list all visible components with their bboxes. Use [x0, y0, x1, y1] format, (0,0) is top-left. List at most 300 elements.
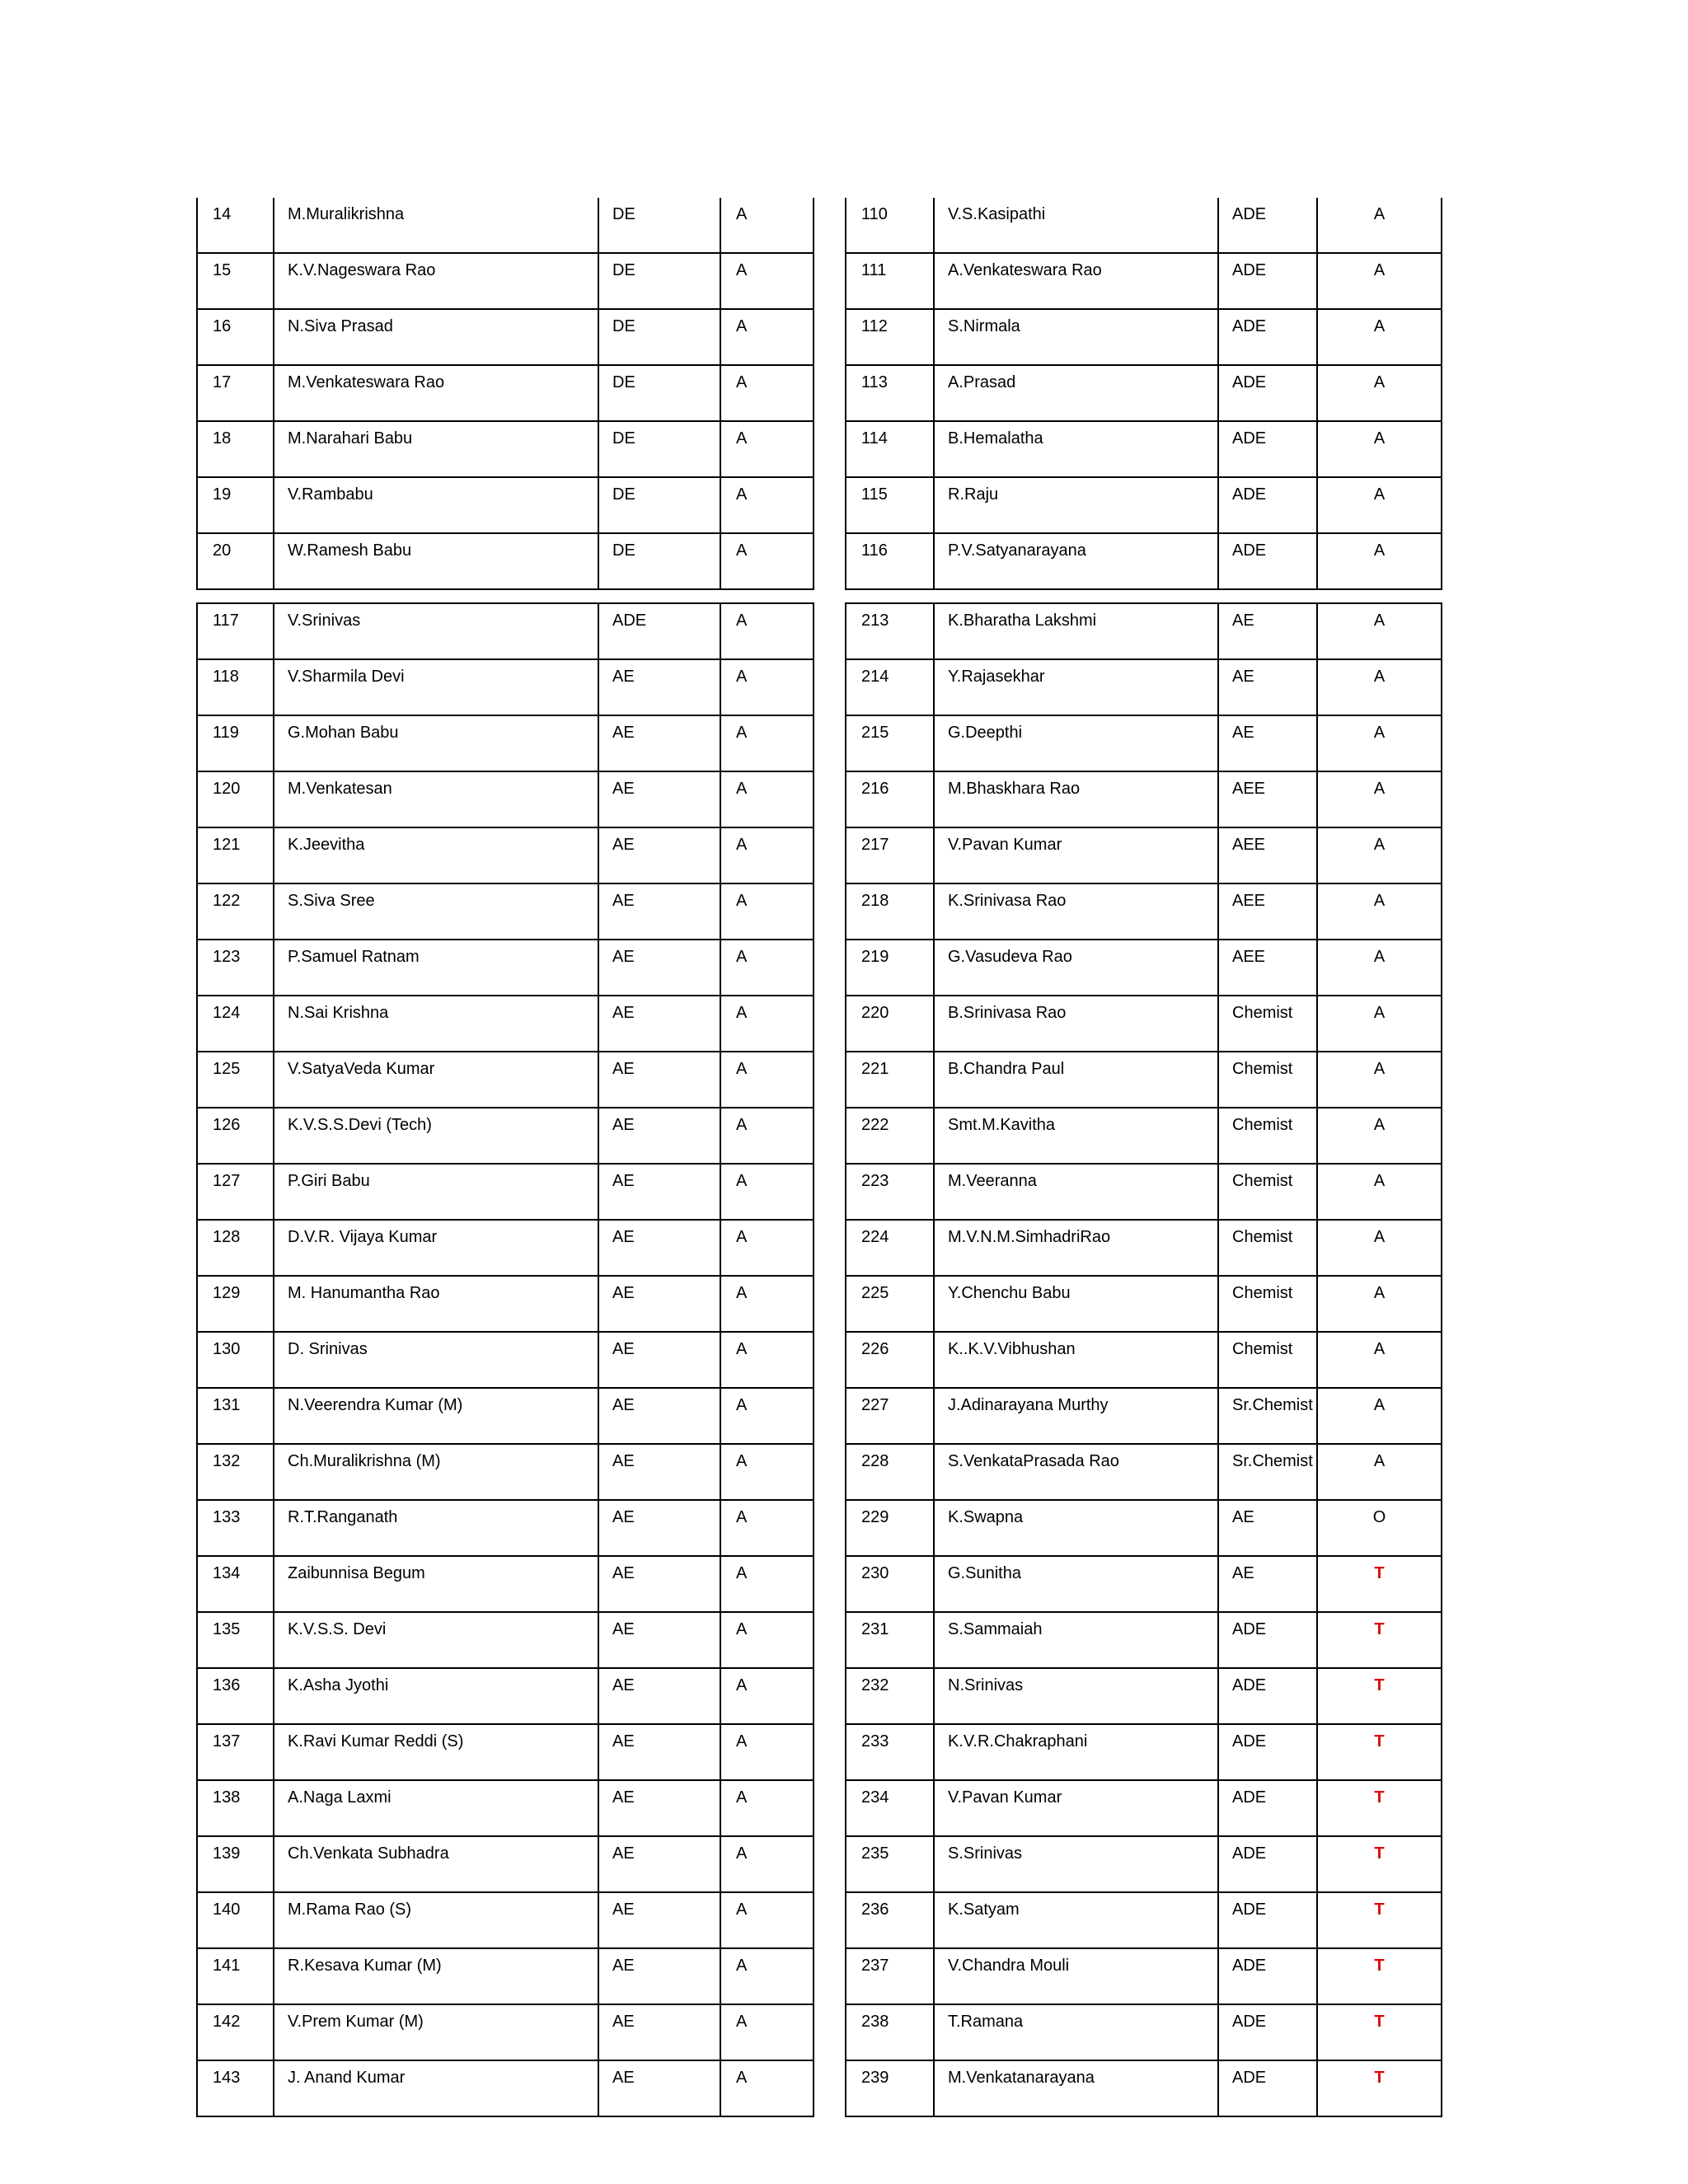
name-cell: K.V.R.Chakraphani — [934, 1724, 1218, 1780]
name-cell: N.Srinivas — [934, 1668, 1218, 1724]
status-cell: A — [1317, 883, 1442, 940]
status-cell: A — [1317, 1276, 1442, 1332]
name-cell: N.Veerendra Kumar (M) — [274, 1388, 598, 1444]
designation-cell: AE — [598, 1724, 720, 1780]
designation-cell: AE — [598, 1332, 720, 1388]
status-cell: T — [1317, 1668, 1442, 1724]
status-cell: A — [1317, 421, 1442, 477]
table-block2-left — [196, 602, 814, 2117]
serial-number-cell: 224 — [846, 1220, 934, 1276]
designation-cell: AE — [1218, 659, 1317, 715]
name-cell: M. Hanumantha Rao — [274, 1276, 598, 1332]
status-cell: A — [720, 1164, 814, 1220]
table-block2-right — [845, 602, 1442, 2117]
table-row — [846, 1052, 1442, 1108]
serial-number-cell: 229 — [846, 1500, 934, 1556]
serial-number-cell: 239 — [846, 2060, 934, 2116]
serial-number-cell: 139 — [197, 1836, 274, 1892]
designation-cell: DE — [598, 477, 720, 533]
serial-number-cell: 218 — [846, 883, 934, 940]
designation-cell: ADE — [1218, 2004, 1317, 2060]
table-row — [197, 603, 814, 659]
table-row — [197, 253, 814, 309]
name-cell: R.T.Ranganath — [274, 1500, 598, 1556]
status-cell: A — [720, 715, 814, 771]
designation-cell: AE — [1218, 1556, 1317, 1612]
designation-cell: AEE — [1218, 827, 1317, 883]
status-cell: A — [1317, 253, 1442, 309]
status-cell: A — [720, 1388, 814, 1444]
designation-cell: Chemist — [1218, 1108, 1317, 1164]
serial-number-cell: 123 — [197, 940, 274, 996]
name-cell: V.Srinivas — [274, 603, 598, 659]
table-row — [197, 996, 814, 1052]
status-cell: A — [720, 1780, 814, 1836]
designation-cell: AE — [598, 1164, 720, 1220]
status-cell: A — [1317, 477, 1442, 533]
table-row — [846, 198, 1442, 253]
designation-cell: Sr.Chemist — [1218, 1388, 1317, 1444]
status-cell: A — [720, 940, 814, 996]
serial-number-cell: 230 — [846, 1556, 934, 1612]
name-cell: S.VenkataPrasada Rao — [934, 1444, 1218, 1500]
serial-number-cell: 238 — [846, 2004, 934, 2060]
status-cell: A — [1317, 996, 1442, 1052]
status-cell: T — [1317, 2004, 1442, 2060]
designation-cell: ADE — [1218, 1724, 1317, 1780]
table-row — [197, 2004, 814, 2060]
serial-number-cell: 137 — [197, 1724, 274, 1780]
table-row — [197, 1724, 814, 1780]
status-cell: T — [1317, 1780, 1442, 1836]
designation-cell: ADE — [1218, 1780, 1317, 1836]
status-cell: A — [1317, 1052, 1442, 1108]
designation-cell: ADE — [1218, 1836, 1317, 1892]
name-cell: V.Pavan Kumar — [934, 827, 1218, 883]
table-row — [197, 827, 814, 883]
table-row — [846, 1276, 1442, 1332]
designation-cell: AE — [598, 715, 720, 771]
designation-cell: AE — [598, 940, 720, 996]
designation-cell: AE — [598, 1388, 720, 1444]
designation-cell: Chemist — [1218, 1220, 1317, 1276]
serial-number-cell: 114 — [846, 421, 934, 477]
designation-cell: AE — [598, 1500, 720, 1556]
serial-number-cell: 117 — [197, 603, 274, 659]
serial-number-cell: 110 — [846, 198, 934, 253]
name-cell: A.Venkateswara Rao — [934, 253, 1218, 309]
table-row — [197, 1052, 814, 1108]
status-cell: T — [1317, 2060, 1442, 2116]
designation-cell: ADE — [1218, 2060, 1317, 2116]
table-row — [197, 883, 814, 940]
status-cell: O — [1317, 1500, 1442, 1556]
table-row — [846, 771, 1442, 827]
table-row — [846, 1444, 1442, 1500]
serial-number-cell: 18 — [197, 421, 274, 477]
table-row — [846, 996, 1442, 1052]
designation-cell: DE — [598, 365, 720, 421]
serial-number-cell: 121 — [197, 827, 274, 883]
name-cell: D.V.R. Vijaya Kumar — [274, 1220, 598, 1276]
name-cell: G.Vasudeva Rao — [934, 940, 1218, 996]
status-cell: A — [720, 1892, 814, 1948]
serial-number-cell: 219 — [846, 940, 934, 996]
name-cell: K..K.V.Vibhushan — [934, 1332, 1218, 1388]
designation-cell: AEE — [1218, 940, 1317, 996]
serial-number-cell: 228 — [846, 1444, 934, 1500]
name-cell: M.Venkatanarayana — [934, 2060, 1218, 2116]
designation-cell: AE — [598, 1948, 720, 2004]
status-cell: A — [1317, 1388, 1442, 1444]
serial-number-cell: 141 — [197, 1948, 274, 2004]
serial-number-cell: 217 — [846, 827, 934, 883]
status-cell: A — [720, 309, 814, 365]
serial-number-cell: 225 — [846, 1276, 934, 1332]
status-cell: A — [1317, 1164, 1442, 1220]
table-row — [846, 1948, 1442, 2004]
serial-number-cell: 126 — [197, 1108, 274, 1164]
designation-cell: AE — [598, 659, 720, 715]
name-cell: M.Venkateswara Rao — [274, 365, 598, 421]
serial-number-cell: 124 — [197, 996, 274, 1052]
status-cell: A — [1317, 533, 1442, 589]
serial-number-cell: 221 — [846, 1052, 934, 1108]
table-row — [846, 827, 1442, 883]
name-cell: M.Rama Rao (S) — [274, 1892, 598, 1948]
designation-cell: AE — [598, 771, 720, 827]
serial-number-cell: 127 — [197, 1164, 274, 1220]
name-cell: S.Nirmala — [934, 309, 1218, 365]
table-row — [197, 715, 814, 771]
designation-cell: AE — [598, 996, 720, 1052]
designation-cell: AE — [1218, 1500, 1317, 1556]
serial-number-cell: 119 — [197, 715, 274, 771]
designation-cell: AE — [598, 1108, 720, 1164]
status-cell: A — [720, 1836, 814, 1892]
table-row — [197, 659, 814, 715]
designation-cell: AE — [598, 2004, 720, 2060]
status-cell: A — [720, 1332, 814, 1388]
status-cell: A — [1317, 1444, 1442, 1500]
designation-cell: AE — [598, 827, 720, 883]
serial-number-cell: 116 — [846, 533, 934, 589]
serial-number-cell: 234 — [846, 1780, 934, 1836]
serial-number-cell: 14 — [197, 198, 274, 253]
serial-number-cell: 142 — [197, 2004, 274, 2060]
table-row — [846, 309, 1442, 365]
table-row — [846, 253, 1442, 309]
name-cell: M.Muralikrishna — [274, 198, 598, 253]
table-row — [846, 533, 1442, 589]
name-cell: P.Samuel Ratnam — [274, 940, 598, 996]
table-row — [846, 1724, 1442, 1780]
status-cell: A — [720, 771, 814, 827]
name-cell: K.V.Nageswara Rao — [274, 253, 598, 309]
table-row — [846, 1164, 1442, 1220]
table-row — [197, 477, 814, 533]
name-cell: V.Rambabu — [274, 477, 598, 533]
status-cell: T — [1317, 1724, 1442, 1780]
table-row — [197, 1556, 814, 1612]
designation-cell: Sr.Chemist — [1218, 1444, 1317, 1500]
name-cell: N.Siva Prasad — [274, 309, 598, 365]
status-cell: A — [1317, 365, 1442, 421]
status-cell: A — [720, 1500, 814, 1556]
designation-cell: AEE — [1218, 771, 1317, 827]
serial-number-cell: 215 — [846, 715, 934, 771]
designation-cell: ADE — [1218, 253, 1317, 309]
designation-cell: AE — [1218, 715, 1317, 771]
name-cell: K.Swapna — [934, 1500, 1218, 1556]
status-cell: A — [720, 1052, 814, 1108]
status-cell: A — [720, 1276, 814, 1332]
designation-cell: Chemist — [1218, 996, 1317, 1052]
table-row — [197, 1500, 814, 1556]
table-row — [197, 1388, 814, 1444]
status-cell: A — [720, 1220, 814, 1276]
serial-number-cell: 120 — [197, 771, 274, 827]
designation-cell: ADE — [1218, 477, 1317, 533]
serial-number-cell: 236 — [846, 1892, 934, 1948]
status-cell: A — [720, 198, 814, 253]
designation-cell: DE — [598, 421, 720, 477]
designation-cell: AE — [598, 1276, 720, 1332]
name-cell: P.Giri Babu — [274, 1164, 598, 1220]
name-cell: N.Sai Krishna — [274, 996, 598, 1052]
table-block1-right — [845, 198, 1442, 590]
status-cell: A — [720, 477, 814, 533]
name-cell: V.SatyaVeda Kumar — [274, 1052, 598, 1108]
serial-number-cell: 131 — [197, 1388, 274, 1444]
name-cell: Zaibunnisa Begum — [274, 1556, 598, 1612]
name-cell: W.Ramesh Babu — [274, 533, 598, 589]
designation-cell: ADE — [1218, 1612, 1317, 1668]
status-cell: A — [720, 1108, 814, 1164]
name-cell: G.Sunitha — [934, 1556, 1218, 1612]
designation-cell: AEE — [1218, 883, 1317, 940]
serial-number-cell: 20 — [197, 533, 274, 589]
designation-cell: ADE — [1218, 1668, 1317, 1724]
status-cell: A — [720, 659, 814, 715]
designation-cell: ADE — [1218, 1892, 1317, 1948]
status-cell: T — [1317, 1556, 1442, 1612]
status-cell: A — [1317, 603, 1442, 659]
name-cell: V.Prem Kumar (M) — [274, 2004, 598, 2060]
table-row — [846, 603, 1442, 659]
serial-number-cell: 122 — [197, 883, 274, 940]
name-cell: M.Bhaskhara Rao — [934, 771, 1218, 827]
serial-number-cell: 140 — [197, 1892, 274, 1948]
name-cell: K.Bharatha Lakshmi — [934, 603, 1218, 659]
serial-number-cell: 112 — [846, 309, 934, 365]
serial-number-cell: 132 — [197, 1444, 274, 1500]
designation-cell: ADE — [1218, 309, 1317, 365]
serial-number-cell: 235 — [846, 1836, 934, 1892]
designation-cell: Chemist — [1218, 1332, 1317, 1388]
status-cell: A — [1317, 1108, 1442, 1164]
table-row — [197, 1444, 814, 1500]
designation-cell: AE — [598, 1668, 720, 1724]
table-row — [846, 1332, 1442, 1388]
name-cell: S.Srinivas — [934, 1836, 1218, 1892]
serial-number-cell: 237 — [846, 1948, 934, 2004]
status-cell: A — [720, 1724, 814, 1780]
serial-number-cell: 143 — [197, 2060, 274, 2116]
table-row — [846, 1668, 1442, 1724]
designation-cell: DE — [598, 253, 720, 309]
table-row — [197, 1276, 814, 1332]
name-cell: R.Raju — [934, 477, 1218, 533]
name-cell: J.Adinarayana Murthy — [934, 1388, 1218, 1444]
designation-cell: AE — [598, 883, 720, 940]
table-row — [846, 2004, 1442, 2060]
name-cell: V.S.Kasipathi — [934, 198, 1218, 253]
name-cell: K.Satyam — [934, 1892, 1218, 1948]
table-row — [846, 1836, 1442, 1892]
serial-number-cell: 216 — [846, 771, 934, 827]
name-cell: D. Srinivas — [274, 1332, 598, 1388]
serial-number-cell: 134 — [197, 1556, 274, 1612]
designation-cell: Chemist — [1218, 1276, 1317, 1332]
status-cell: A — [720, 365, 814, 421]
table-row — [197, 2060, 814, 2116]
name-cell: V.Pavan Kumar — [934, 1780, 1218, 1836]
status-cell: A — [720, 1948, 814, 2004]
name-cell: J. Anand Kumar — [274, 2060, 598, 2116]
designation-cell: Chemist — [1218, 1164, 1317, 1220]
serial-number-cell: 133 — [197, 1500, 274, 1556]
name-cell: M.Venkatesan — [274, 771, 598, 827]
status-cell: A — [720, 2060, 814, 2116]
designation-cell: AE — [598, 1836, 720, 1892]
table-row — [197, 1164, 814, 1220]
status-cell: A — [720, 1444, 814, 1500]
serial-number-cell: 113 — [846, 365, 934, 421]
name-cell: S.Siva Sree — [274, 883, 598, 940]
status-cell: A — [720, 1612, 814, 1668]
name-cell: K.V.S.S. Devi — [274, 1612, 598, 1668]
status-cell: A — [1317, 659, 1442, 715]
status-cell: A — [1317, 771, 1442, 827]
name-cell: M.Narahari Babu — [274, 421, 598, 477]
table-row — [197, 1948, 814, 2004]
name-cell: Y.Chenchu Babu — [934, 1276, 1218, 1332]
serial-number-cell: 125 — [197, 1052, 274, 1108]
table-row — [846, 1780, 1442, 1836]
table-row — [846, 1388, 1442, 1444]
designation-cell: DE — [598, 198, 720, 253]
table-row — [846, 1612, 1442, 1668]
name-cell: K.Ravi Kumar Reddi (S) — [274, 1724, 598, 1780]
serial-number-cell: 214 — [846, 659, 934, 715]
table-row — [197, 533, 814, 589]
name-cell: Ch.Venkata Subhadra — [274, 1836, 598, 1892]
serial-number-cell: 222 — [846, 1108, 934, 1164]
table-row — [846, 715, 1442, 771]
table-row — [846, 1556, 1442, 1612]
name-cell: B.Chandra Paul — [934, 1052, 1218, 1108]
table-row — [197, 1612, 814, 1668]
serial-number-cell: 115 — [846, 477, 934, 533]
designation-cell: ADE — [1218, 198, 1317, 253]
table-row — [846, 477, 1442, 533]
name-cell: K.Jeevitha — [274, 827, 598, 883]
designation-cell: AE — [1218, 603, 1317, 659]
designation-cell: AE — [598, 2060, 720, 2116]
status-cell: A — [720, 1668, 814, 1724]
table-row — [846, 2060, 1442, 2116]
status-cell: A — [720, 883, 814, 940]
status-cell: A — [720, 603, 814, 659]
name-cell: B.Srinivasa Rao — [934, 996, 1218, 1052]
serial-number-cell: 220 — [846, 996, 934, 1052]
name-cell: T.Ramana — [934, 2004, 1218, 2060]
name-cell: G.Deepthi — [934, 715, 1218, 771]
name-cell: K.Asha Jyothi — [274, 1668, 598, 1724]
name-cell: V.Chandra Mouli — [934, 1948, 1218, 2004]
designation-cell: Chemist — [1218, 1052, 1317, 1108]
status-cell: A — [1317, 1332, 1442, 1388]
table-row — [197, 1668, 814, 1724]
status-cell: A — [720, 996, 814, 1052]
designation-cell: AE — [598, 1052, 720, 1108]
name-cell: P.V.Satyanarayana — [934, 533, 1218, 589]
name-cell: K.V.S.S.Devi (Tech) — [274, 1108, 598, 1164]
status-cell: A — [1317, 940, 1442, 996]
serial-number-cell: 138 — [197, 1780, 274, 1836]
designation-cell: AE — [598, 1220, 720, 1276]
status-cell: A — [720, 827, 814, 883]
table-row — [197, 1108, 814, 1164]
table-row — [197, 421, 814, 477]
serial-number-cell: 17 — [197, 365, 274, 421]
status-cell: T — [1317, 1612, 1442, 1668]
designation-cell: DE — [598, 533, 720, 589]
serial-number-cell: 233 — [846, 1724, 934, 1780]
status-cell: A — [720, 2004, 814, 2060]
status-cell: A — [1317, 198, 1442, 253]
table-row — [846, 421, 1442, 477]
table-row — [197, 309, 814, 365]
designation-cell: ADE — [1218, 365, 1317, 421]
designation-cell: AE — [598, 1556, 720, 1612]
status-cell: A — [720, 1556, 814, 1612]
table-row — [197, 198, 814, 253]
serial-number-cell: 136 — [197, 1668, 274, 1724]
name-cell: M.Veeranna — [934, 1164, 1218, 1220]
serial-number-cell: 213 — [846, 603, 934, 659]
name-cell: V.Sharmila Devi — [274, 659, 598, 715]
status-cell: A — [1317, 827, 1442, 883]
table-row — [846, 659, 1442, 715]
name-cell: K.Srinivasa Rao — [934, 883, 1218, 940]
table-row — [197, 771, 814, 827]
table-row — [846, 1108, 1442, 1164]
serial-number-cell: 226 — [846, 1332, 934, 1388]
status-cell: T — [1317, 1836, 1442, 1892]
designation-cell: AE — [598, 1612, 720, 1668]
name-cell: R.Kesava Kumar (M) — [274, 1948, 598, 2004]
table-row — [846, 1892, 1442, 1948]
status-cell: A — [1317, 715, 1442, 771]
designation-cell: ADE — [1218, 1948, 1317, 2004]
table-block1-left — [196, 198, 814, 590]
status-cell: T — [1317, 1892, 1442, 1948]
table-row — [197, 365, 814, 421]
name-cell: B.Hemalatha — [934, 421, 1218, 477]
status-cell: A — [1317, 1220, 1442, 1276]
